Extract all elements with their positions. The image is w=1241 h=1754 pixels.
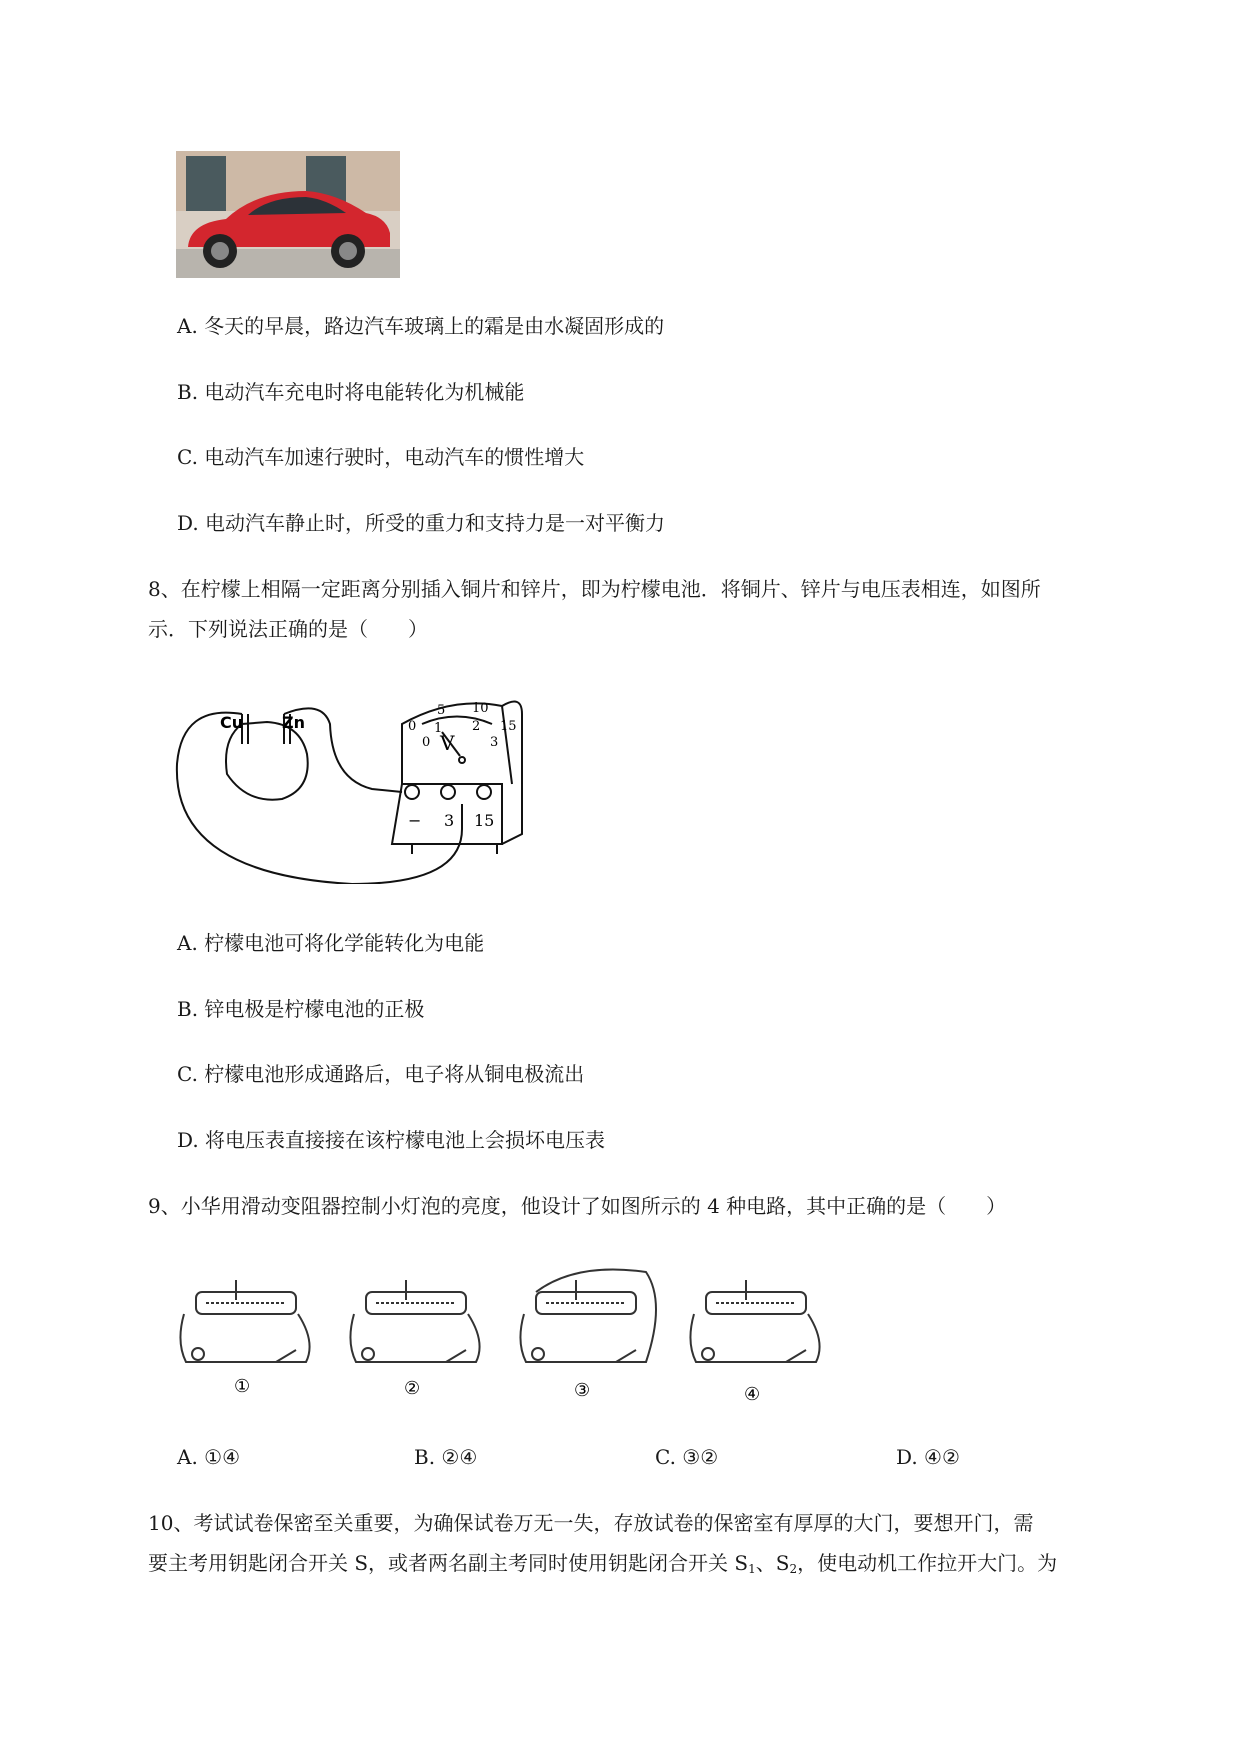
q7-option-b: B. 电动汽车充电时将电能转化为机械能	[177, 380, 525, 404]
q8-option-a: A. 柠檬电池可将化学能转化为电能	[177, 931, 485, 955]
q8-option-d: D. 将电压表直接接在该柠檬电池上会损坏电压表	[177, 1128, 606, 1152]
q7-option-a: A. 冬天的早晨，路边汽车玻璃上的霜是由水凝固形成的	[177, 314, 665, 338]
q9-option-a: A. ①④	[177, 1445, 241, 1469]
q8-option-b: B. 锌电极是柠檬电池的正极	[177, 997, 425, 1021]
q10-stem-line2	[148, 1551, 1057, 1581]
q10-stem-line2-c: ，使电动机工作拉开大门。为	[797, 1551, 1058, 1575]
scale-1: 1	[434, 721, 443, 736]
q10-sub-1: 1	[748, 1562, 756, 1576]
terminal-minus: −	[408, 811, 422, 830]
circuit-2	[350, 1280, 479, 1362]
scale-0-outer: 0	[408, 719, 417, 734]
q10-stem-line2-a: 要主考用钥匙闭合开关 S，或者两名副主考同时使用钥匙闭合开关 S	[148, 1551, 749, 1575]
circuit-4	[690, 1280, 819, 1362]
terminal-15: 15	[474, 811, 495, 830]
terminal-3: 3	[444, 811, 455, 830]
lemon-battery-diagram	[172, 684, 552, 884]
circuit-1	[180, 1280, 309, 1362]
q10-sub-2: 2	[789, 1562, 798, 1576]
circuit-label-3: ③	[574, 1380, 591, 1401]
q9-stem: 9、小华用滑动变阻器控制小灯泡的亮度，他设计了如图所示的 4 种电路，其中正确的是（ ）	[148, 1194, 1007, 1218]
circuit-label-2: ②	[404, 1378, 421, 1399]
circuit-3	[520, 1270, 656, 1363]
scale-5: 5	[437, 703, 446, 718]
cu-label: Cu	[220, 713, 244, 732]
q7-option-c: C. 电动汽车加速行驶时，电动汽车的惯性增大	[177, 445, 585, 469]
car-photo	[176, 151, 400, 278]
circuit-figures	[176, 1262, 836, 1412]
circuit-label-4: ④	[744, 1384, 761, 1405]
zn-label: Zn	[282, 713, 305, 732]
scale-0-inner: 0	[422, 735, 431, 750]
q7-option-d: D. 电动汽车静止时，所受的重力和支持力是一对平衡力	[177, 511, 666, 535]
q9-option-b: B. ②④	[414, 1445, 478, 1469]
scale-2: 2	[472, 719, 481, 734]
circuit-label-1: ①	[234, 1376, 251, 1397]
scale-10: 10	[472, 701, 489, 716]
q8-option-c: C. 柠檬电池形成通路后，电子将从铜电极流出	[177, 1062, 585, 1086]
q9-option-d: D. ④②	[896, 1445, 960, 1469]
q10-stem-line2-b: 、S	[755, 1551, 790, 1575]
scale-15: 15	[500, 719, 517, 734]
q8-stem-line1: 8、在柠檬上相隔一定距离分别插入铜片和锌片，即为柠檬电池．将铜片、锌片与电压表相连，如图所	[148, 577, 1041, 601]
q10-stem-line1: 10、考试试卷保密至关重要，为确保试卷万无一失，存放试卷的保密室有厚厚的大门，要想开门，需	[148, 1511, 1034, 1535]
q9-option-c: C. ③②	[655, 1445, 719, 1469]
voltmeter-symbol: V	[440, 731, 455, 755]
q8-stem-line2: 示．下列说法正确的是（ ）	[148, 617, 428, 641]
scale-3: 3	[490, 735, 499, 750]
